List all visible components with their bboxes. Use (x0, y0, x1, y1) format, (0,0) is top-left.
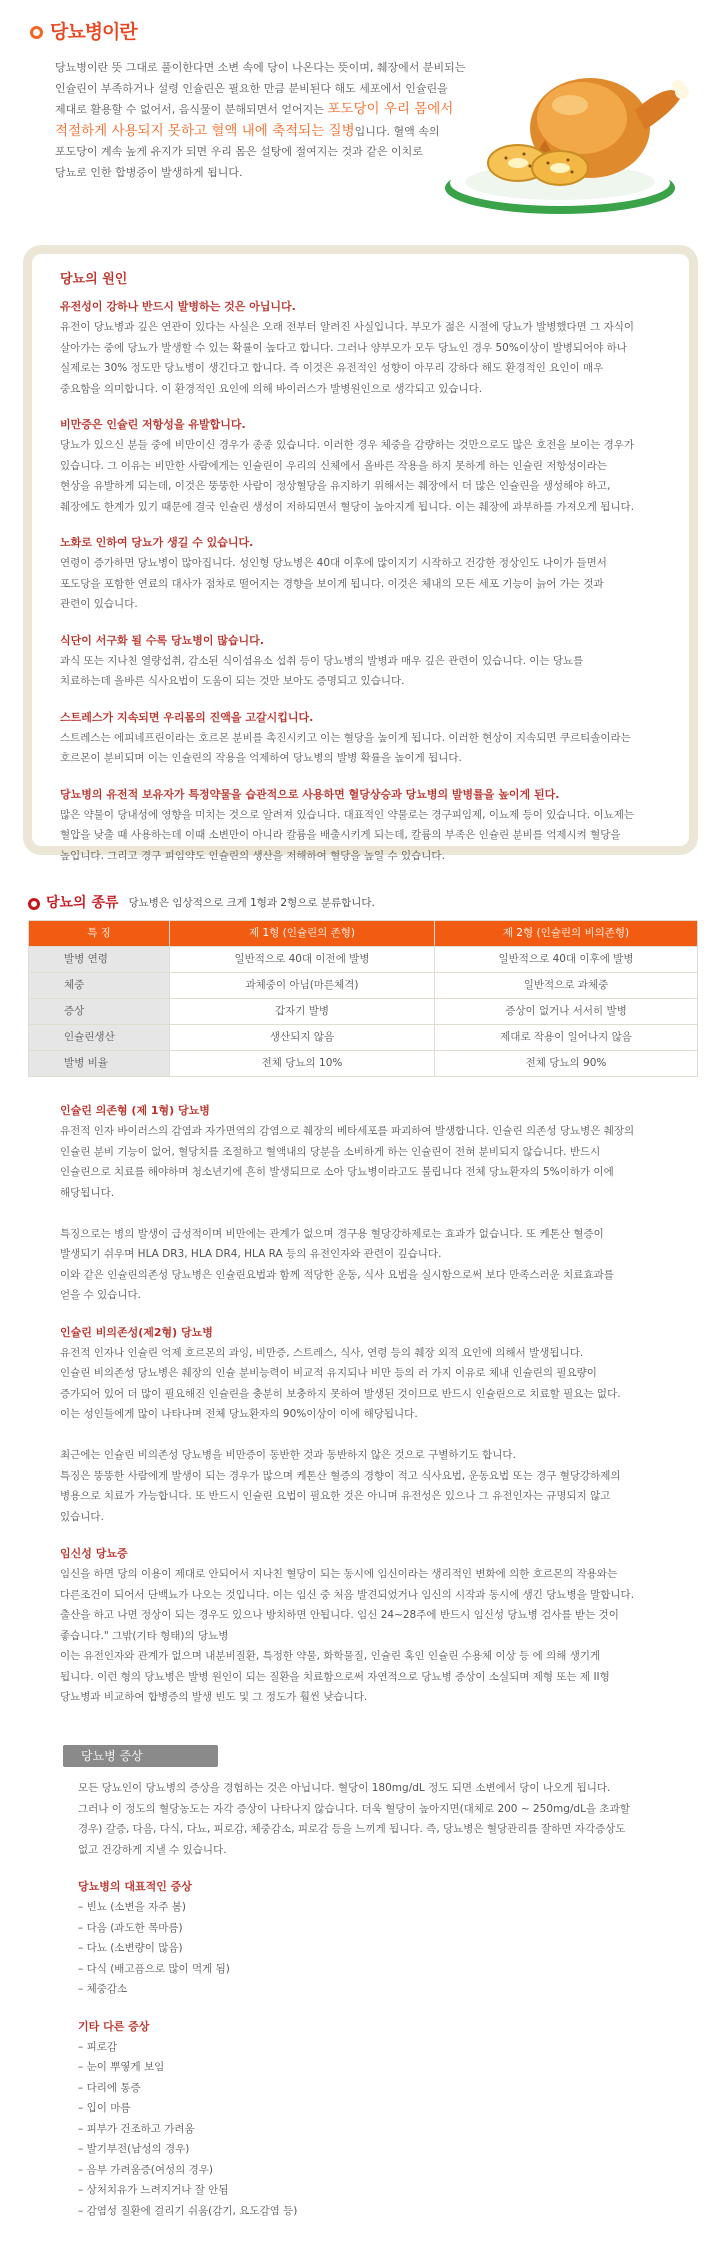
cause-item (60, 707, 670, 769)
text-line: 경우) 갈증, 다음, 다식, 다뇨, 피로감, 체중감소, 피로감 등을 느끼게 됩니다. 즉, 당뇨병은 혈당관리를 잘하면 자각증상도 (78, 1823, 626, 1835)
cause-body (60, 728, 670, 769)
list-item: – 발기부전(남성의 경우) (78, 2143, 190, 2155)
text-line: 과식 또는 지나친 열량섭취, 감소된 식이섬유소 섭취 등이 당뇨병의 발병과 매우 깊은 관련이 있습니다. 이는 당뇨를 (60, 654, 584, 667)
text-line: 췌장에도 한계가 있기 때문에 결국 인슐린 생성이 저하되면서 혈당이 높아지게 됩니다. 이는 췌장에 과부하를 가져오게 됩니다. (60, 500, 635, 513)
table-header: 제 1형 (인슐린의 존형) (170, 921, 435, 947)
symptoms-content (78, 1778, 688, 2237)
table-body (29, 947, 698, 1077)
table-cell: 전체 당뇨의 10% (170, 1051, 435, 1077)
table-row (29, 947, 698, 973)
text-line: 실제로는 30% 정도만 당뇨병이 생긴다고 합니다. 즉 이것은 유전적인 성향이 아무리 강하다 해도 환경적인 요인이 매우 (60, 362, 604, 374)
text-line: 있습니다. 그 이유는 비만한 사람에게는 인슐린이 우리의 신체에서 올바른 작용을 하지 못하게 하는 인슐린 저항성이라는 (60, 459, 608, 472)
cause-body (60, 651, 670, 692)
text-line: 많은 약물이 당내성에 영향을 미치는 것으로 알려져 있습니다. 대표적인 약물로는 경구피임제, 이뇨제 등이 있습니다. 이뇨제는 (60, 808, 635, 821)
type-heading: 임신성 당뇨증 (60, 1547, 128, 1560)
text-line: 최근에는 인슐린 비의존성 당뇨병을 비만증이 동반한 것과 동반하지 않은 것으로 구별하기도 합니다. (60, 1449, 516, 1461)
text-line: 호르몬이 분비되며 이는 인슐린의 작용을 억제하여 당뇨병의 발병 확률을 높이게 됩니다. (60, 752, 462, 764)
cause-body (60, 553, 670, 615)
type-descriptions (60, 1100, 690, 1724)
list-item: – 음부 가려움증(여성의 경우) (78, 2163, 214, 2176)
text-line (60, 1425, 690, 1446)
intro-line (55, 99, 475, 121)
table-cell: 제대로 작용이 일어나지 않음 (435, 1025, 698, 1051)
row-label: 발병 비율 (29, 1051, 170, 1077)
row-label: 인슐린생산 (29, 1025, 170, 1051)
text-line: 높입니다. 그리고 경구 피임약도 인슐린의 생산을 저해하여 혈당을 높일 수 있습니다. (60, 849, 445, 862)
list-item: – 피로감 (78, 2040, 118, 2053)
list-item: – 체중감소 (78, 1983, 128, 1995)
text-line: 당뇨병과 비교하여 합병증의 발생 빈도 및 그 정도가 훨씬 낮습니다. (60, 1691, 368, 1703)
highlight-text: 적절하게 사용되지 못하고 혈액 내에 축적되는 질병 (55, 122, 355, 139)
intro-line: 당뇨로 인한 합병증이 발생하게 됩니다. (55, 165, 243, 179)
main-symptoms-heading: 당뇨병의 대표적인 증상 (78, 1880, 192, 1893)
text-line: 관련이 있습니다. (60, 598, 138, 610)
table-cell: 일반적으로 40대 이후에 발병 (435, 947, 698, 973)
table-cell: 과체중이 아님(마른체격) (170, 973, 435, 999)
text-line: 스트레스는 에피네프린이라는 호르몬 분비를 촉진시키고 이는 혈당을 높이게 됩니다. 이러한 현상이 지속되면 쿠르티솔이라는 (60, 731, 631, 744)
text-line: 이와 같은 인슐린의존성 당뇨병은 인슐린요법과 함께 적당한 운동, 식사 요법을 실시함으로써 보다 만족스러운 치료효과를 (60, 1268, 614, 1281)
table-cell: 갑자기 발병 (170, 999, 435, 1025)
other-symptoms-list (78, 2037, 688, 2222)
list-item: – 피부가 건조하고 가려움 (78, 2122, 195, 2135)
text-line: 출산을 하고 나면 정상이 되는 경우도 있으나 방치하면 안됩니다. 임신 24~28주에 반드시 임신성 당뇨병 검사를 받는 것이 (60, 1609, 619, 1621)
table-cell: 일반적으로 과체중 (435, 973, 698, 999)
text-line: 특징은 뚱뚱한 사람에게 발생이 되는 경우가 많으며 케톤산 혈증의 경향이 적고 식사요법, 운동요법 또는 경구 혈당강하제의 (60, 1469, 621, 1482)
cause-item (60, 784, 670, 867)
intro-line: 당뇨병이란 뜻 그대로 풀이한다면 소변 속에 당이 나온다는 뜻이며, 췌장에서 분비되는 (55, 61, 466, 74)
table-row (29, 973, 698, 999)
types-subtitle: 당뇨병은 임상적으로 크게 1형과 2형으로 분류합니다. (128, 897, 375, 909)
row-label: 증상 (29, 999, 170, 1025)
causes-box (23, 245, 698, 862)
cause-item (60, 414, 670, 517)
text-line: 포도당을 포함한 연료의 대사가 점차로 떨어지는 경향을 보이게 됩니다. 이것은 체내의 모든 세포 기능이 늙어 가는 것과 (60, 577, 604, 590)
cause-heading: 유전성이 강하나 반드시 발병하는 것은 아닙니다. (60, 300, 296, 313)
text-line: 해당됩니다. (60, 1186, 115, 1199)
list-item: – 다식 (배고픔으로 많이 먹게 됨) (78, 1962, 230, 1975)
text-line: 이는 성인들에게 많이 나타나며 전체 당뇨환자의 90%이상이 이에 해당됩니다. (60, 1408, 418, 1420)
text-line: 살아가는 중에 당뇨가 발생할 수 있는 확률이 높다고 합니다. 그러나 양부모가 모두 당뇨인 경우 50%이상이 발병되어야 하나 (60, 341, 627, 354)
text-line: 유전이 당뇨병과 깊은 연관이 있다는 사실은 오래 전부터 알려진 사실입니다. 부모가 젊은 시절에 당뇨가 발병했다면 그 자식이 (60, 321, 635, 333)
cause-item (60, 296, 670, 399)
text-line: 좋습니다." 그밖(기타 형태)의 당뇨병 (60, 1629, 229, 1642)
cause-body (60, 805, 670, 867)
symptoms-intro (78, 1778, 688, 1860)
text-line: 다른조건이 되어서 단백뇨가 나오는 것입니다. 이는 임신 중 처음 발견되었거나 임신의 시작과 동시에 생긴 당뇨병을 말합니다. (60, 1588, 635, 1601)
text-line: 모든 당뇨인이 당뇨병의 증상을 경험하는 것은 아닙니다. 혈당이 180mg/dL 정도 되면 소변에서 당이 나오게 됩니다. (78, 1782, 611, 1794)
type-body (60, 1343, 690, 1528)
food-illustration (420, 50, 690, 225)
type-block (60, 1322, 690, 1528)
text-line: 그러나 이 정도의 혈당농도는 자각 증상이 나타나지 않습니다. 더욱 혈당이 높아지면(대체로 200 ~ 250mg/dL을 초과할 (78, 1802, 630, 1815)
section-title-types (28, 893, 375, 914)
intro-line: 포도당이 계속 높게 유지가 되면 우리 몸은 설탕에 절여지는 것과 같은 이치로 (55, 145, 423, 158)
circle-bullet-icon (28, 898, 40, 910)
type-body (60, 1564, 690, 1708)
list-item: – 빈뇨 (소변을 자주 봄) (78, 1901, 186, 1913)
table-row (29, 1051, 698, 1077)
text-line: 현상을 유발하게 되는데, 이것은 뚱뚱한 사람이 정상혈당을 유지하기 위해서는 췌장에서 더 많은 인슐린을 생성해야 하고, (60, 480, 611, 492)
cause-body (60, 435, 670, 517)
symptoms-tab: 당뇨병 증상 (63, 1745, 218, 1767)
text-line: 치료하는데 올바른 식사요법이 도움이 되는 것만 보아도 증명되고 있습니다. (60, 675, 405, 687)
text-line: 특징으로는 병의 발생이 급성적이며 비만에는 관계가 없으며 경구용 혈당강하제로는 효과가 없습니다. 또 케톤산 혈증이 (60, 1227, 604, 1240)
highlight-text: 포도당이 우리 몸에서 (327, 101, 454, 117)
text-line: 증가되어 있어 더 많이 필요해진 인슐린을 충분히 보충하지 못하여 발생된 것이므로 반드시 인슐린으로 치료할 필요는 없다. (60, 1387, 621, 1400)
text-line: 얻을 수 있습니다. (60, 1289, 142, 1301)
cause-heading: 당뇨병의 유전적 보유자가 특정약물을 습관적으로 사용하면 혈당상승과 당뇨병의 발병률을 높이게 된다. (60, 787, 560, 801)
table-cell: 증상이 없거나 서서히 발병 (435, 999, 698, 1025)
circle-bullet-icon (30, 26, 43, 39)
table-row (29, 1025, 698, 1051)
cause-item (60, 532, 670, 615)
page-title: 당뇨병이란 (50, 21, 137, 43)
causes-list (60, 296, 670, 866)
text-line: 됩니다. 이런 형의 당뇨병은 발병 원인이 되는 질환을 치료함으로써 자연적으로 당뇨병 증상이 소실되며 제형 또는 제 II형 (60, 1670, 610, 1683)
cause-heading: 스트레스가 지속되면 우리몸의 진액을 고갈시킵니다. (60, 710, 314, 724)
intro-paragraph (55, 58, 475, 183)
list-item: – 감염성 질환에 걸리기 쉬움(감기, 요도감염 등) (78, 2204, 298, 2217)
text-line: 인슐린으로 치료를 해야하며 청소년기에 흔히 발생되므로 소아 당뇨병이라고도 불립니다 전체 당뇨환자의 5%이하가 이에 (60, 1166, 614, 1178)
row-label: 체중 (29, 973, 170, 999)
intro-text: 입니다. 혈액 속의 (354, 124, 440, 138)
causes-title: 당뇨의 원인 (60, 272, 128, 287)
cause-item (60, 630, 670, 692)
text-line: 발생되기 쉬우며 HLA DR3, HLA DR4, HLA RA 등의 유전인자와 관련이 깊습니다. (60, 1248, 442, 1260)
text-line: 인슐린 분비 기능이 없어, 혈당치를 조절하고 혈액내의 당분을 소비하게 하는 인슐린이 전혀 분비되지 않습니다. 반드시 (60, 1145, 601, 1158)
table-header: 제 2형 (인슐린의 비의존형) (435, 921, 698, 947)
list-item: – 다뇨 (소변량이 많음) (78, 1942, 183, 1954)
section-title-what-is (30, 22, 137, 43)
text-line: 혈압을 낮출 때 사용하는데 이때 소변만이 아니라 칼륨을 배출시키게 되는데, 칼륨의 부족은 인슐린 분비를 억제시켜 혈당을 (60, 829, 621, 841)
table-cell: 생산되지 않음 (170, 1025, 435, 1051)
type-heading: 인슐린 비의존성(제2형) 당뇨병 (60, 1325, 213, 1339)
types-title: 당뇨의 종류 (46, 895, 119, 911)
cause-body (60, 317, 670, 399)
causes-content (60, 269, 670, 881)
text-line (60, 1203, 690, 1224)
table-header: 특 징 (29, 921, 170, 947)
intro-line (55, 121, 475, 143)
text-line: 중요함을 의미합니다. 이 환경적인 요인에 의해 바이러스가 발병원인으로 생각되고 있습니다. (60, 382, 483, 395)
other-symptoms-heading: 기타 다른 증상 (78, 2019, 150, 2033)
cause-heading: 비만증은 인슐린 저항성을 유발합니다. (60, 418, 246, 431)
table-cell: 일반적으로 40대 이전에 발병 (170, 947, 435, 973)
table-cell: 전체 당뇨의 90% (435, 1051, 698, 1077)
list-item: – 눈이 뿌옇게 보임 (78, 2061, 165, 2073)
text-line: 유전적 인자 바이러스의 감염과 자가면역의 감염으로 췌장의 베타세포를 파괴하여 발생합니다. 인슐린 의존성 당뇨병은 췌장의 (60, 1125, 635, 1137)
cause-heading: 노화로 인하여 당뇨가 생길 수 있습니다. (60, 536, 254, 549)
type-block (60, 1543, 690, 1708)
text-line: 병용으로 치료가 가능합니다. 또 반드시 인슐린 요법이 필요한 것은 아니며 유전성은 있으나 그 유전인자는 규명되지 않고 (60, 1490, 611, 1502)
list-item: – 상처치유가 느려지거나 잘 안됨 (78, 2184, 229, 2196)
row-label: 발병 연령 (29, 947, 170, 973)
type-comparison-table (28, 920, 698, 1077)
list-item: – 다리에 통증 (78, 2081, 141, 2094)
type-heading: 인슐린 의존형 (제 1형) 당뇨병 (60, 1104, 210, 1117)
intro-line: 인슐린이 부족하거나 설령 인슐린은 필요한 만큼 분비된다 해도 세포에서 인슐린을 (55, 81, 448, 95)
text-line: 임신을 하면 당의 이용이 제대로 안되어서 지나친 혈당이 되는 동시에 임신이라는 생리적인 변화에 의한 호르몬의 작용와는 (60, 1568, 618, 1580)
table-row (29, 999, 698, 1025)
text-line: 유전적 인자나 인슐린 억제 호르몬의 과잉, 비만증, 스트레스, 식사, 연령 등의 췌장 외적 요인에 의해서 발생됩니다. (60, 1346, 584, 1359)
list-item: – 다음 (과도한 목마름) (78, 1921, 183, 1934)
text-line: 이는 유전인자와 관계가 없으며 내분비질환, 특정한 약물, 화학물질, 인슐린 혹인 인슐린 수용체 이상 등 에 의해 생기게 (60, 1650, 601, 1662)
intro-text: 제대로 활용할 수 없어서, 음식물이 분해되면서 얻어지는 (55, 103, 324, 116)
list-item: – 입이 마름 (78, 2102, 131, 2114)
text-line: 없고 건강하게 지낼 수 있습니다. (78, 1843, 227, 1856)
table-header-row (29, 921, 698, 947)
type-body (60, 1121, 690, 1306)
text-line: 연령이 증가하면 당뇨병이 많아집니다. 성인형 당뇨병은 40대 이후에 많이지기 시작하고 건강한 정상인도 나이가 들면서 (60, 557, 607, 569)
text-line: 있습니다. (60, 1510, 104, 1523)
cause-heading: 식단이 서구화 될 수록 당뇨병이 많습니다. (60, 633, 264, 647)
type-block (60, 1100, 690, 1306)
text-line: 당뇨가 있으신 분들 중에 비만이신 경우가 종종 있습니다. 이러한 경우 체중을 감량하는 것만으로도 많은 호전을 보이는 경우가 (60, 439, 635, 451)
main-symptoms-list (78, 1897, 688, 2000)
text-line: 인슐린 비의존성 당뇨병은 췌장의 인슐 분비능력이 비교적 유지되나 비만 등의 러 가지 이유로 체내 인슐린의 필요량이 (60, 1367, 597, 1379)
